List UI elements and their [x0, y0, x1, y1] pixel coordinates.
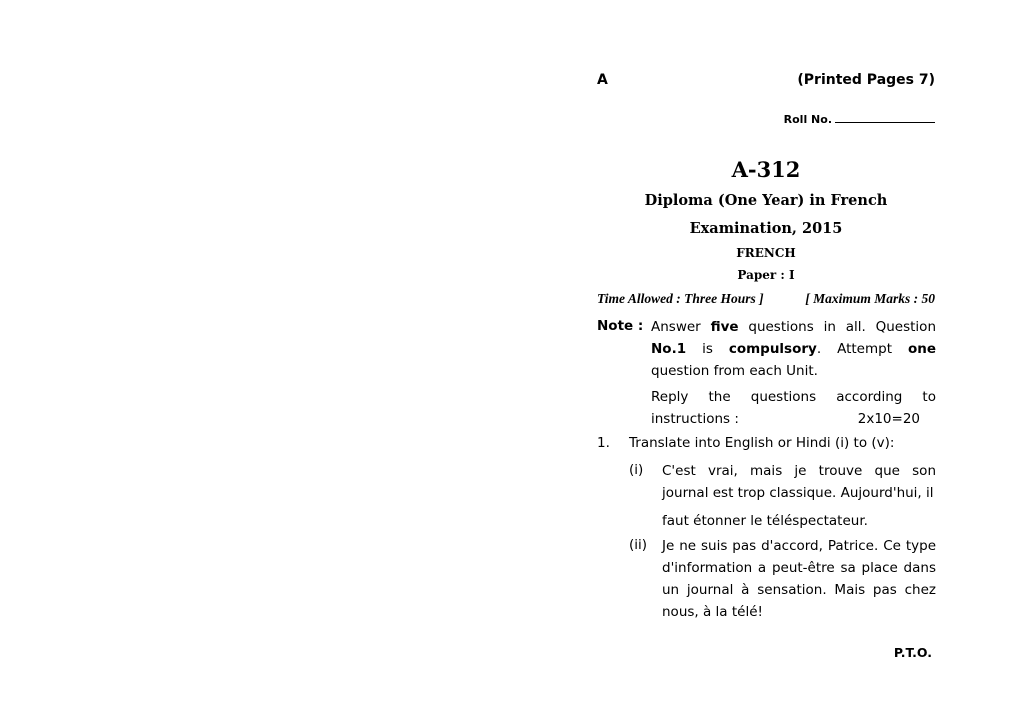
question-marks: 2x10=20	[857, 411, 920, 427]
please-turn-over: P.T.O.	[893, 645, 932, 660]
series-code: A	[597, 72, 608, 88]
roll-number	[784, 112, 935, 126]
sub-question-text: Je ne suis pas d'accord, Patrice. Ce type d'information a peut-être sa place dans un journal à sensation. Mais pas chez nous, à la télé!	[662, 538, 936, 620]
maximum-marks: [ Maximum Marks : 50	[805, 291, 935, 306]
exam-title: Examination, 2015	[689, 220, 843, 237]
sub-question-label: (i)	[629, 462, 644, 478]
sub-question-text-continued: faut étonner le téléspectateur.	[662, 513, 868, 529]
roll-number-label: Roll No.	[783, 113, 832, 126]
course-title: Diploma (One Year) in French	[644, 192, 888, 209]
question-text: Translate into English or Hindi (i) to (v):	[629, 435, 895, 451]
time-allowed: Time Allowed : Three Hours ]	[597, 291, 764, 306]
roll-number-blank	[835, 112, 935, 123]
sub-question-label: (ii)	[629, 537, 648, 553]
reply-instructions: Reply the questions according to instructions : 2x10=20	[651, 386, 936, 430]
note-label: Note :	[597, 318, 644, 334]
paper-code: A-312	[731, 157, 801, 182]
printed-pages: (Printed Pages 7)	[797, 72, 935, 88]
note-instructions: Answer five questions in all. Question No.1 is compulsory. Attempt one question from each Unit.	[651, 319, 936, 379]
question-number: 1.	[597, 435, 610, 451]
sub-question-text: C'est vrai, mais je trouve que son journal est trop classique. Aujourd'hui, il	[662, 463, 936, 501]
paper-number: Paper : I	[737, 268, 795, 282]
subject-title: FRENCH	[736, 246, 796, 260]
